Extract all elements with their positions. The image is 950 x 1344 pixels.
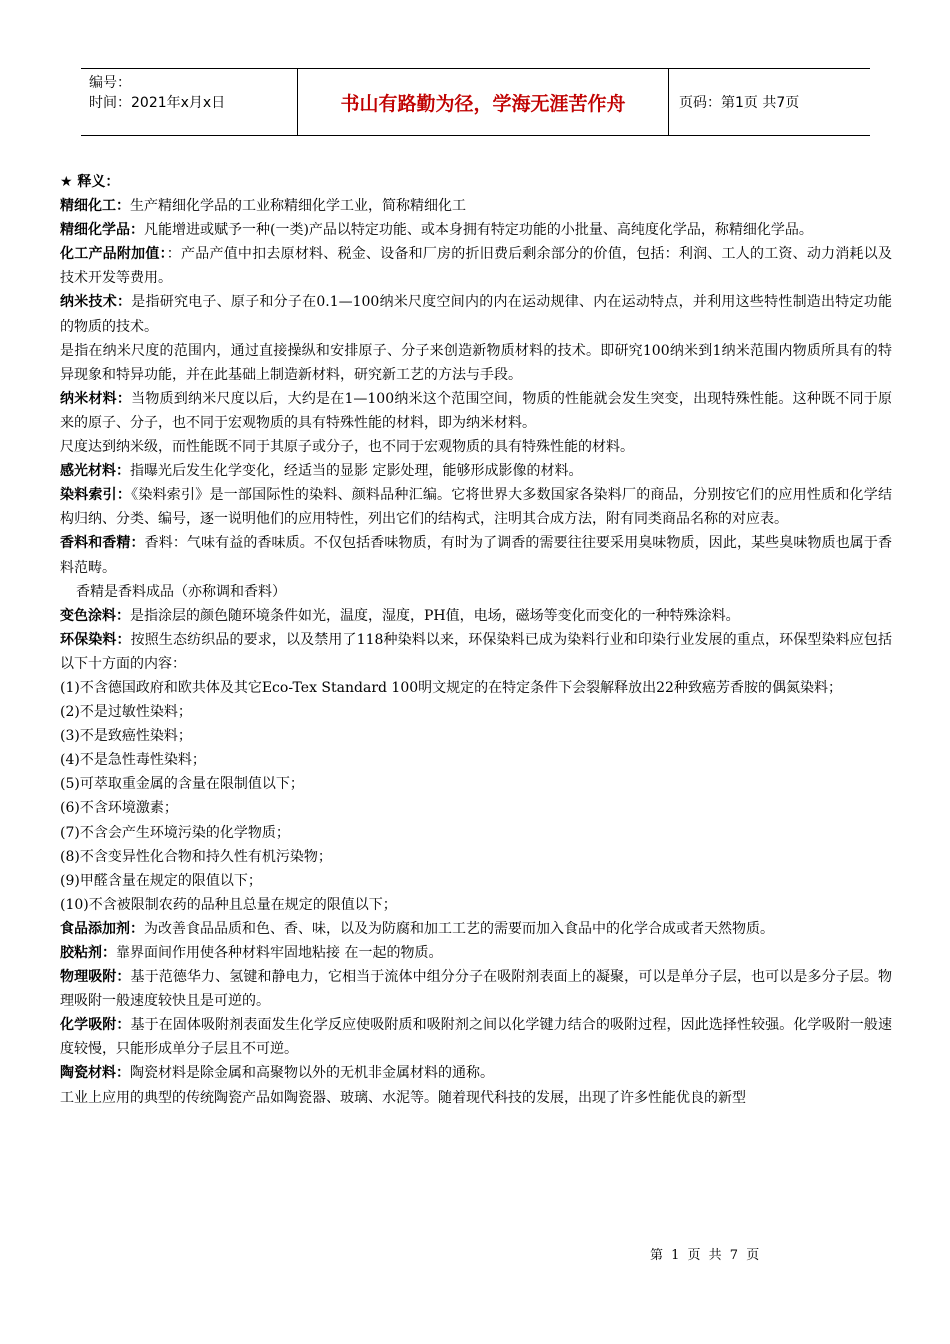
section-title: ★ 释义： [60, 174, 120, 190]
term-label: 染料索引： [60, 487, 132, 504]
definition-text: 当物质到纳米尺度以后，大约是在1—100纳米这个范围空间，物质的性能就会发生突变，出现特殊性能。这种既不同于原来的原子、分子，也不同于宏观物质的具有特殊性能的材料，即为纳米材料。 [60, 390, 892, 431]
document-body [60, 170, 892, 1110]
term-label: 化学吸附： [60, 1017, 131, 1034]
term-label: 陶瓷材料： [60, 1065, 130, 1082]
header-page-code: 页码：第1页 共7页 [679, 95, 800, 111]
definition-text: 《染料索引》是一部国际性的染料、颜料品种汇编。它将世界大多数国家各染料厂的商品，分别按它们的应用性质和化学结构归纳、分类、编号，逐一说明他们的应用特性，列出它们的结构式，注明其合成方法，附有同类商品名称的对应表。 [60, 487, 893, 528]
definition-text: (7)不含会产生环境污染的化学物质； [60, 824, 290, 841]
definition-text: 尺度达到纳米级，而性能既不同于其原子或分子，也不同于宏观物质的具有特殊性能的材料。 [60, 439, 634, 456]
definition-paragraph [60, 676, 892, 700]
definition-text: 是指研究电子、原子和分子在0.1—100纳米尺度空间内的内在运动规律、内在运动特点，并利用这些特性制造出特定功能的物质的技术。 [60, 294, 893, 335]
definition-paragraph [60, 869, 892, 893]
definition-text: (9)甲醛含量在规定的限值以下； [60, 872, 262, 889]
term-label: 环保染料： [60, 631, 131, 648]
term-label: 变色涂料： [60, 607, 130, 624]
definition-entry [60, 628, 892, 676]
header-meta [81, 69, 298, 135]
definition-entry [60, 604, 892, 628]
definition-text: 是指在纳米尺度的范围内，通过直接操纵和安排原子、分子来创造新物质材料的技术。即研究100纳米到1纳米范围内物质所具有的特异现象和特异功能，并在此基础上制造新材料，研究新工艺的方法与手段。 [60, 342, 892, 383]
definition-text: (2)不是过敏性染料； [60, 704, 192, 721]
term-label: 感光材料： [60, 463, 130, 480]
term-label: 精细化工： [60, 198, 130, 215]
definition-entry [60, 941, 892, 965]
definition-text: (8)不含变异性化合物和持久性有机污染物； [60, 848, 332, 865]
term-label: 纳米材料： [60, 390, 132, 407]
term-label: 化工产品附加值： [60, 246, 167, 263]
definition-text: (3)不是致癌性染料； [60, 728, 192, 745]
term-label: 胶粘剂： [60, 945, 116, 961]
definition-text: (10)不含被限制农药的品种且总量在规定的限值以下； [60, 896, 397, 913]
definition-entry [60, 483, 892, 531]
definition-text: 工业上应用的典型的传统陶瓷产品如陶瓷器、玻璃、水泥等。随着现代科技的发展，出现了许多性能优良的新型 [60, 1089, 746, 1106]
definition-entry [60, 194, 892, 218]
definition-text: 香精是香料成品（亦称调和香料） [76, 583, 286, 600]
definition-paragraph [60, 435, 892, 459]
definition-text: 是指涂层的颜色随环境条件如光，温度，湿度，PH值，电场，磁场等变化而变化的一种特殊涂料。 [130, 607, 740, 624]
definition-paragraph [60, 700, 892, 724]
definition-paragraph [60, 772, 892, 796]
term-label: 物理吸附： [60, 969, 131, 986]
definition-entry [60, 218, 892, 242]
definition-paragraph [60, 339, 892, 387]
definition-paragraph [60, 724, 892, 748]
definition-paragraph [60, 845, 892, 869]
definition-text: (4)不是急性毒性染料； [60, 752, 206, 769]
definition-entry [60, 1013, 892, 1061]
definition-text: 指曝光后发生化学变化，经适当的显影 定影处理，能够形成影像的材料。 [130, 463, 583, 480]
definition-text: 香料：气味有益的香味质。不仅包括香味物质，有时为了调香的需要往往要采用臭味物质，因此，某些臭味物质也属于香料范畴。 [60, 535, 893, 576]
definition-text: 靠界面间作用使各种材料牢固地粘接 在一起的物质。 [116, 945, 443, 961]
definition-text: 陶瓷材料是除金属和高聚物以外的无机非金属材料的通称。 [130, 1065, 494, 1082]
definition-entry [60, 459, 892, 483]
definition-entry [60, 531, 892, 579]
definition-text: (6)不含环境激素； [60, 800, 178, 817]
definition-text: ：产品产值中扣去原材料、税金、设备和厂房的折旧费后剩余部分的价值，包括：利润、工人的工资、动力消耗以及技术开发等费用。 [60, 246, 893, 287]
definition-entry [60, 242, 892, 290]
definition-text: 为改善食品品质和色、香、味，以及为防腐和加工工艺的需要而加入食品中的化学合成或者天然物质。 [144, 920, 774, 937]
definition-paragraph [60, 1086, 892, 1110]
definition-text: 生产精细化学品的工业称精细化学工业，简称精细化工 [130, 198, 466, 215]
definition-text: (1)不含德国政府和欧共体及其它Eco-Tex Standard 100明文规定的在特定条件下会裂解释放出22种致癌芳香胺的偶氮染料； [60, 679, 842, 696]
definition-text: 按照生态纺织品的要求，以及禁用了118种染料以来，环保染料已成为染料行业和印染行业发展的重点，环保型染料应包括以下十方面的内容： [60, 631, 893, 672]
definition-paragraph [60, 893, 892, 917]
definition-entry [60, 1061, 892, 1085]
page-footer: 第 1 页 共 7 页 [650, 1248, 762, 1263]
definition-entry [60, 917, 892, 941]
definition-paragraph [60, 821, 892, 845]
definition-paragraph [60, 748, 892, 772]
definition-text: 基于范德华力、氢键和静电力，它相当于流体中组分分子在吸附剂表面上的凝聚，可以是单分子层，也可以是多分子层。物理吸附一般速度较快且是可逆的。 [60, 969, 893, 1010]
definition-text: (5)可萃取重金属的含量在限制值以下； [60, 776, 304, 793]
page-header [81, 68, 870, 136]
definition-entry [60, 290, 892, 338]
term-label: 香料和香精： [60, 535, 145, 552]
term-label: 精细化学品： [60, 222, 144, 239]
header-motto: 书山有路勤为径，学海无涯苦作舟 [298, 69, 669, 135]
definition-text: 凡能增进或赋予一种(一类)产品以特定功能、或本身拥有特定功能的小批量、高纯度化学品，称精细化学品。 [144, 222, 813, 239]
definition-entry [60, 387, 892, 435]
definition-paragraph [60, 580, 892, 604]
document-date: 时间：2021年x月x日 [89, 95, 226, 111]
definition-entry [60, 965, 892, 1013]
document-number: 编号： [89, 75, 131, 91]
term-label: 纳米技术： [60, 294, 132, 311]
definition-paragraph [60, 796, 892, 820]
term-label: 食品添加剂： [60, 920, 144, 937]
definition-text: 基于在固体吸附剂表面发生化学反应使吸附质和吸附剂之间以化学键力结合的吸附过程，因此选择性较强。化学吸附一般速度较慢，只能形成单分子层且不可逆。 [60, 1017, 893, 1058]
